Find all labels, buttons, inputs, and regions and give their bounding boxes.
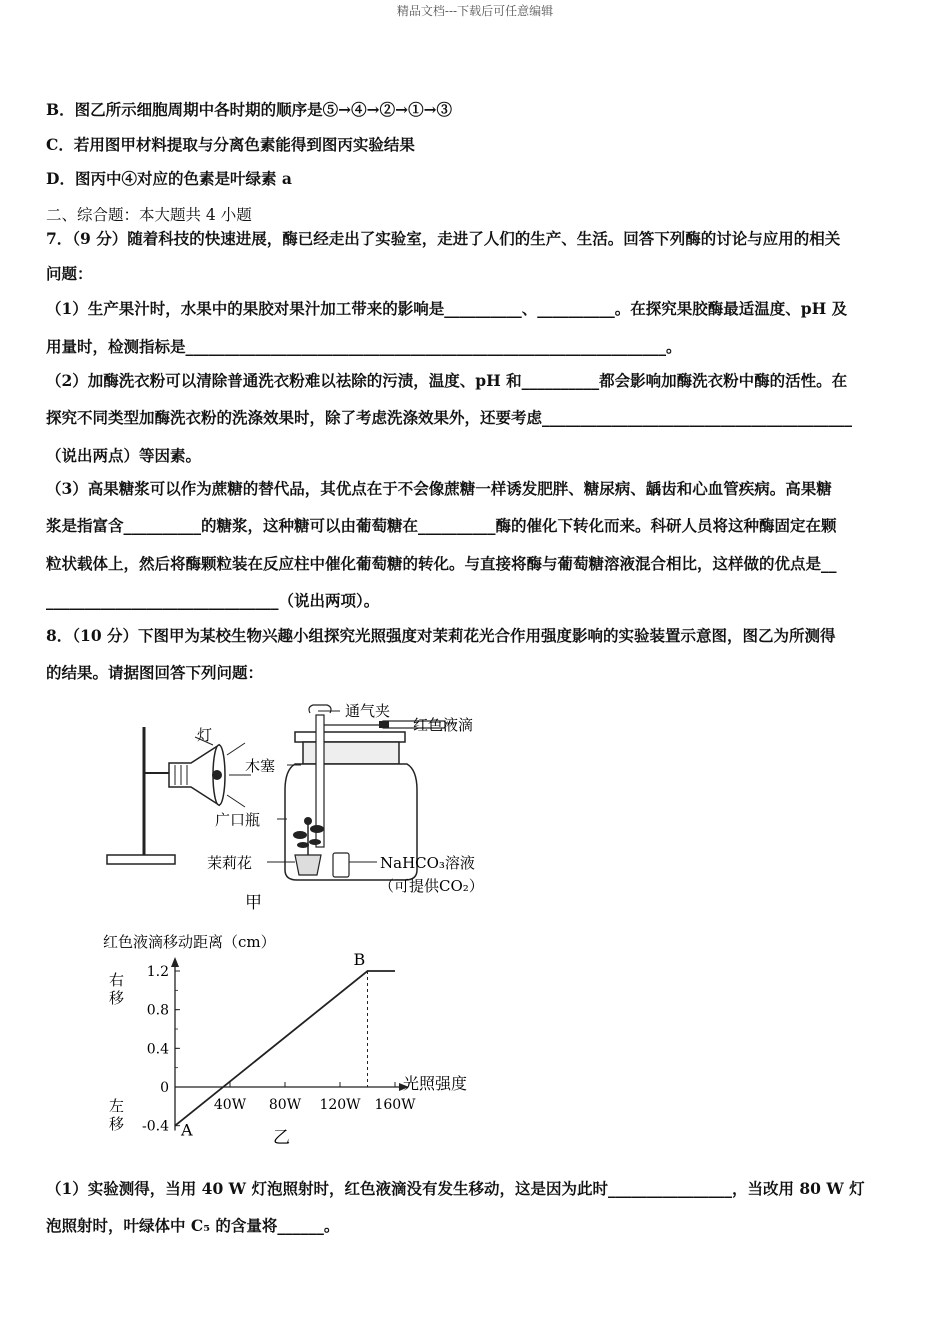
point-label: A bbox=[181, 1120, 193, 1140]
clip-icon bbox=[309, 705, 331, 713]
solution-note: （可提供CO₂） bbox=[379, 877, 484, 895]
figure-caption-jia: 甲 bbox=[245, 893, 262, 913]
question-7-line: （2）加酶洗衣粉可以清除普通洗衣粉难以祛除的污渍，温度、pH 和__________都会影响加酶洗衣粉中酶的活性。在 bbox=[46, 371, 848, 390]
y-label-left-shift: 左移 bbox=[109, 1097, 125, 1133]
option-d: D．图丙中④对应的色素是叶绿素 a bbox=[46, 169, 292, 188]
x-tick-label: 80W bbox=[268, 1097, 302, 1113]
y-tick-label: 0 bbox=[160, 1080, 169, 1096]
option-b: B．图乙所示细胞周期中各时期的顺序是⑤→④→②→①→③ bbox=[46, 100, 453, 119]
apparatus-figure bbox=[95, 695, 505, 920]
plant-label: 茉莉花 bbox=[207, 854, 253, 872]
stand-base bbox=[107, 855, 175, 864]
beaker-icon bbox=[333, 853, 349, 877]
y-axis-arrow bbox=[171, 957, 179, 967]
bottle-label: 广口瓶 bbox=[215, 811, 261, 829]
question-8-line: 8．（10 分）下图甲为某校生物兴趣小组探究光照强度对茉莉花光合作用强度影响的实验装置示意图，图乙为所测得 bbox=[46, 626, 836, 645]
line-chart bbox=[95, 925, 515, 1150]
lamp-icon bbox=[169, 743, 251, 807]
section-heading: 二、综合题：本大题共 4 小题 bbox=[46, 206, 252, 224]
y-tick-label: 1.2 bbox=[146, 964, 169, 980]
question-8-line: 的结果。请据图回答下列问题： bbox=[46, 663, 264, 682]
droplet-label: 红色液滴 bbox=[413, 716, 474, 734]
question-7-line: ______________________________（说出两项）。 bbox=[46, 591, 380, 610]
question-7-line: （3）高果糖浆可以作为蔗糖的替代品，其优点在于不会像蔗糖一样诱发肥胖、糖尿病、龋齿和心血管疾病。高果糖 bbox=[46, 479, 832, 498]
question-8-line: 泡照射时，叶绿体中 C₅ 的含量将______。 bbox=[46, 1216, 340, 1235]
figure-caption-yi: 乙 bbox=[273, 1128, 290, 1148]
question-7-line: 问题： bbox=[46, 264, 93, 283]
valve-label: 通气夹 bbox=[345, 702, 391, 720]
x-axis-label: 光照强度 bbox=[403, 1074, 468, 1093]
y-tick-label: 0.4 bbox=[146, 1041, 169, 1058]
y-tick-label: -0.4 bbox=[142, 1118, 169, 1135]
chart-title: 红色液滴移动距离（cm） bbox=[103, 933, 276, 951]
page-header: 精品文档---下载后可任意编辑 bbox=[396, 4, 554, 18]
solution-label: NaHCO₃溶液 bbox=[380, 854, 475, 872]
question-7-line: 粒状载体上，然后将酶颗粒装在反应柱中催化葡萄糖的转化。与直接将酶与葡萄糖溶液混合相比，这样做的优点是__ bbox=[46, 554, 837, 573]
x-tick-label: 120W bbox=[319, 1097, 361, 1113]
x-tick-label: 40W bbox=[213, 1097, 247, 1113]
question-7-line: 用量时，检测指标是______________________________________________________________。 bbox=[46, 337, 682, 356]
option-c: C．若用图甲材料提取与分离色素能得到图丙实验结果 bbox=[46, 135, 415, 154]
lamp-label: 灯 bbox=[197, 726, 213, 744]
point-label: B bbox=[353, 950, 366, 969]
question-8-line: （1）实验测得，当用 40 W 灯泡照射时，红色液滴没有发生移动，这是因为此时________________，当改用 80 W 灯 bbox=[46, 1179, 865, 1198]
question-7-line: （说出两点）等因素。 bbox=[46, 446, 202, 465]
question-7-line: 探究不同类型加酶洗衣粉的洗涤效果时，除了考虑洗涤效果外，还要考虑________________________________________ bbox=[46, 408, 853, 427]
question-7-line: 浆是指富含__________的糖浆，这种糖可以由葡萄糖在__________酶的催化下转化而来。科研人员将这种酶固定在颗 bbox=[46, 516, 837, 535]
stopper-label: 木塞 bbox=[245, 757, 276, 775]
question-7-line: （1）生产果汁时，水果中的果胶对果汁加工带来的影响是__________、__________。在探究果胶酶最适温度、pH 及 bbox=[46, 299, 848, 318]
question-7-line: 7．（9 分）随着科技的快速进展，酶已经走出了实验室，走进了人们的生产、生活。回答下列酶的讨论与应用的相关 bbox=[46, 229, 841, 248]
y-label-right-shift: 右移 bbox=[109, 971, 125, 1007]
red-droplet bbox=[379, 721, 389, 728]
x-tick-label: 160W bbox=[374, 1097, 416, 1113]
y-tick-label: 0.8 bbox=[146, 1002, 169, 1019]
